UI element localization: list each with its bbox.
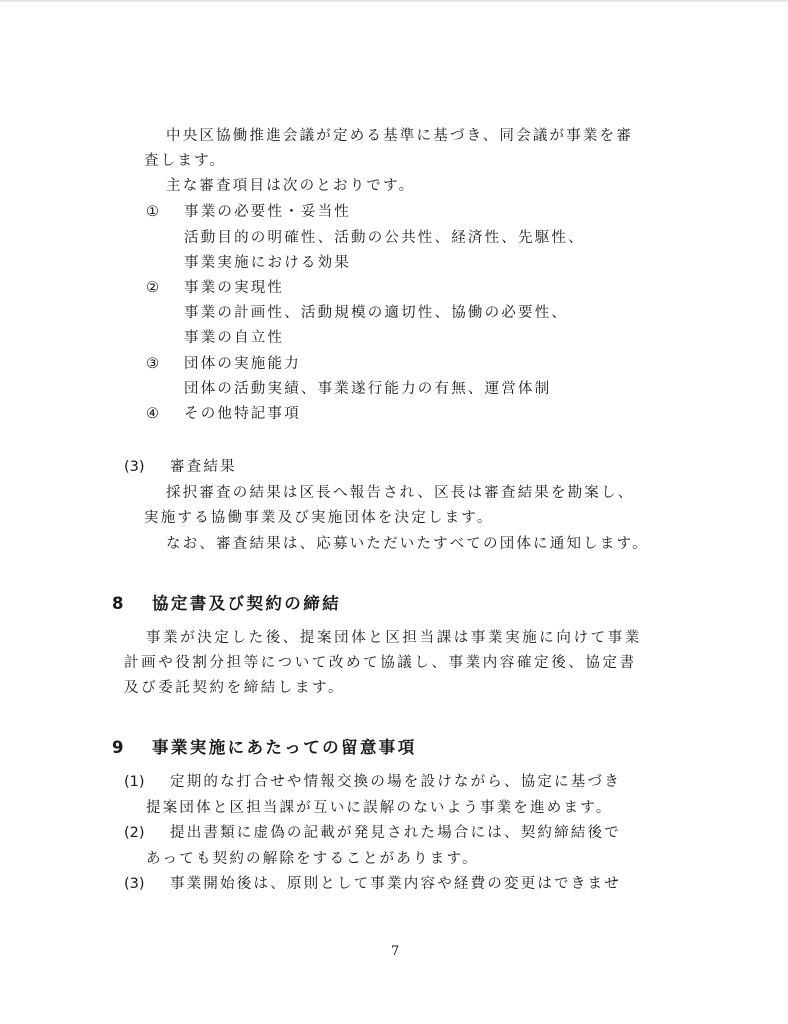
result-marker: (3) bbox=[124, 459, 145, 475]
section-8-line: 事業が決定した後、提案団体と区担当課は事業実施に向けて事業 bbox=[146, 630, 642, 646]
section-title: 協定書及び契約の締結 bbox=[152, 594, 341, 613]
criteria-title: その他特記事項 bbox=[184, 406, 301, 422]
note-marker: (2) bbox=[124, 825, 145, 841]
criteria-marker: ① bbox=[146, 204, 159, 220]
criteria-title: 事業の必要性・妥当性 bbox=[184, 204, 351, 220]
intro-line: 査します。 bbox=[144, 153, 227, 169]
criteria-detail: 活動目的の明確性、活動の公共性、経済性、先駆性、 bbox=[184, 230, 585, 246]
note-text: 事業開始後は、原則として事業内容や経費の変更はできませ bbox=[170, 876, 621, 892]
result-heading bbox=[124, 457, 237, 477]
note-text: 提出書類に虚偽の記載が発見された場合には、契約締結後で bbox=[170, 825, 621, 841]
criteria-item-2 bbox=[146, 278, 284, 298]
note-marker: (3) bbox=[124, 876, 145, 892]
criteria-marker: ④ bbox=[146, 406, 159, 422]
result-line: 実施する協働事業及び実施団体を決定します。 bbox=[144, 510, 494, 526]
page-number: 7 bbox=[391, 944, 400, 959]
criteria-marker: ② bbox=[146, 280, 159, 296]
criteria-detail: 事業の自立性 bbox=[184, 330, 285, 346]
section-8-heading bbox=[112, 590, 341, 614]
note-text: 定期的な打合せや情報交換の場を設けながら、協定に基づき bbox=[170, 774, 621, 790]
section-number: 9 bbox=[112, 738, 124, 757]
note-item-2 bbox=[124, 823, 621, 843]
intro-line: 主な審査項目は次のとおりです。 bbox=[166, 178, 416, 194]
section-8-line: 及び委託契約を締結します。 bbox=[124, 680, 346, 696]
result-line: なお、審査結果は、応募いただいたすべての団体に通知します。 bbox=[166, 536, 649, 552]
criteria-title: 事業の実現性 bbox=[184, 280, 285, 296]
note-text: あっても契約の解除をすることがあります。 bbox=[146, 851, 479, 867]
section-number: 8 bbox=[112, 594, 124, 613]
result-title: 審査結果 bbox=[170, 459, 237, 475]
criteria-item-4 bbox=[146, 404, 301, 424]
criteria-detail: 事業の計画性、活動規模の適切性、協働の必要性、 bbox=[184, 305, 569, 321]
note-text: 提案団体と区担当課が互いに誤解のないよう事業を進めます。 bbox=[146, 800, 613, 816]
criteria-detail: 団体の活動実績、事業遂行能力の有無、運営体制 bbox=[184, 381, 552, 397]
criteria-marker: ③ bbox=[146, 356, 159, 372]
result-line: 採択審査の結果は区長へ報告され、区長は審査結果を勘案し、 bbox=[166, 485, 635, 501]
note-item-3 bbox=[124, 874, 621, 894]
section-9-heading bbox=[112, 734, 417, 758]
criteria-item-3 bbox=[146, 354, 301, 374]
criteria-item-1 bbox=[146, 202, 351, 222]
criteria-detail: 事業実施における効果 bbox=[184, 255, 351, 271]
intro-line: 中央区協働推進会議が定める基準に基づき、同会議が事業を審 bbox=[166, 128, 634, 144]
section-title: 事業実施にあたっての留意事項 bbox=[152, 738, 417, 757]
page-top-border bbox=[0, 0, 788, 2]
note-item-1 bbox=[124, 772, 621, 792]
note-marker: (1) bbox=[124, 774, 145, 790]
criteria-title: 団体の実施能力 bbox=[184, 356, 301, 372]
section-8-line: 計画や役割分担等について改めて協議し、事業内容確定後、協定書 bbox=[124, 655, 637, 671]
